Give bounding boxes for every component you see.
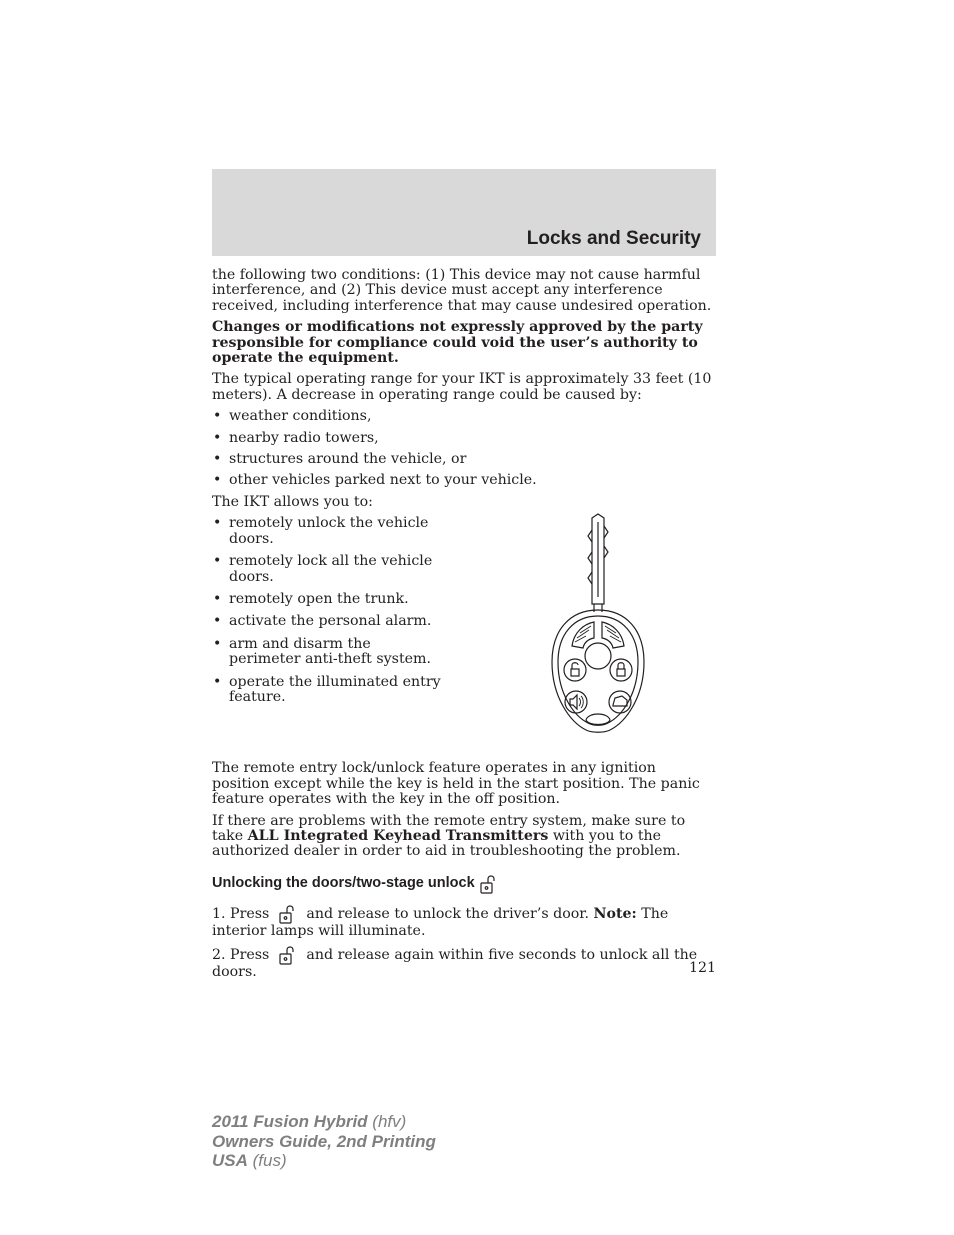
footer-line-3 bbox=[212, 1151, 436, 1171]
section-title: Locks and Security bbox=[526, 228, 701, 249]
ikt-features-list bbox=[212, 516, 442, 705]
step-two-text: and release again within five seconds to unlock all the doors. bbox=[212, 947, 698, 981]
features-with-figure bbox=[212, 516, 717, 761]
step-two bbox=[212, 945, 717, 980]
list-item: • activate the personal alarm. bbox=[212, 614, 442, 629]
footer-guide: Owners Guide, 2nd Printing bbox=[212, 1131, 436, 1151]
unlock-icon bbox=[278, 945, 294, 965]
list-item: • remotely lock all the vehicle doors. bbox=[212, 554, 442, 585]
unlock-icon bbox=[278, 904, 294, 924]
key-fob-illustration bbox=[548, 512, 648, 737]
subheading-text: Unlocking the doors/two-stage unlock bbox=[212, 875, 475, 892]
paragraph-conditions: the following two conditions: (1) This device may not cause harmful interference, and (2) This device must accept any interference received, including interference that may cause undesired operation. bbox=[212, 267, 712, 314]
list-item: • remotely unlock the vehicle doors. bbox=[212, 516, 442, 547]
list-item: • nearby radio towers, bbox=[212, 431, 717, 446]
footer bbox=[212, 1112, 436, 1171]
list-item: • weather conditions, bbox=[212, 409, 717, 424]
paragraph-remote-entry: The remote entry lock/unlock feature operates in any ignition position except while the key is held in the start position. The panic feature operates with the key in the off position. bbox=[212, 760, 700, 808]
footer-market-code: (fus) bbox=[252, 1151, 287, 1170]
unlock-icon bbox=[479, 874, 495, 894]
header-band bbox=[212, 169, 716, 256]
paragraph-warning: Changes or modifications not expressly approved by the party responsible for compliance could void the user’s authority to operate the equipment. bbox=[212, 319, 703, 367]
footer-line-2 bbox=[212, 1132, 436, 1152]
range-causes-list bbox=[212, 409, 717, 489]
list-item: • structures around the vehicle, or bbox=[212, 452, 717, 467]
step-one-pre: 1. Press bbox=[212, 905, 270, 922]
step-one bbox=[212, 904, 717, 939]
troubleshooting-text-bold: ALL Integrated Keyhead Transmitters bbox=[247, 827, 549, 844]
list-item: • remotely open the trunk. bbox=[212, 592, 442, 607]
footer-model: 2011 Fusion Hybrid bbox=[212, 1112, 368, 1131]
page-number: 121 bbox=[689, 960, 717, 976]
paragraph-ikt-allows: The IKT allows you to: bbox=[212, 493, 373, 510]
note-label: Note: bbox=[593, 905, 637, 922]
paragraph-troubleshooting bbox=[212, 814, 717, 860]
list-item: • operate the illuminated entry feature. bbox=[212, 675, 442, 706]
list-item: • other vehicles parked next to your vehicle. bbox=[212, 473, 717, 488]
subheading-unlocking bbox=[212, 874, 717, 894]
list-item: • arm and disarm the perimeter anti-theft system. bbox=[212, 637, 442, 668]
step-two-pre: 2. Press bbox=[212, 947, 270, 964]
paragraph-range: The typical operating range for your IKT is approximately 33 feet (10 meters). A decrease in operating range could be caused by: bbox=[212, 371, 712, 403]
troubleshooting-text-pre: If there are problems with the remote entry system, make sure to take bbox=[212, 812, 686, 844]
footer-line-1 bbox=[212, 1112, 436, 1132]
step-one-text: and release to unlock the driver’s door. bbox=[306, 905, 590, 922]
page-content bbox=[212, 268, 717, 987]
troubleshooting-text-post: with you to the authorized dealer in order to aid in troubleshooting the problem. bbox=[212, 827, 681, 860]
footer-model-code: (hfv) bbox=[372, 1112, 407, 1131]
footer-market: USA bbox=[212, 1151, 248, 1170]
note-text: The interior lamps will illuminate. bbox=[212, 905, 669, 939]
